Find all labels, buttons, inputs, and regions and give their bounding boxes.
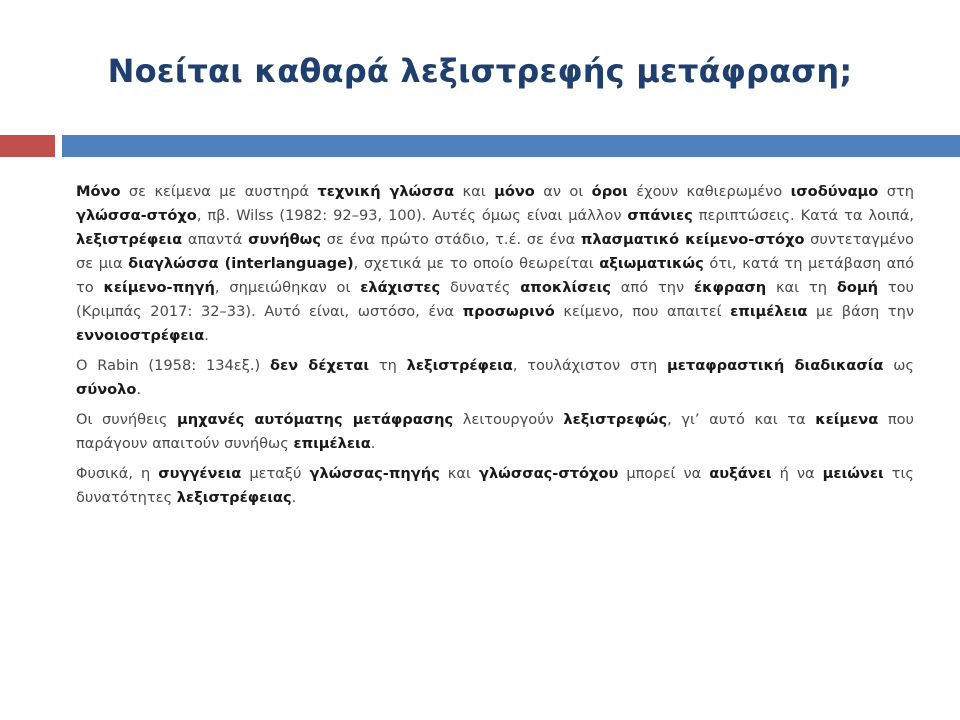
- accent-bar-blue: [62, 135, 960, 157]
- text-run: αν οι: [534, 183, 592, 200]
- text-run: τη: [369, 357, 407, 374]
- bold-term: γλώσσα-στόχο: [76, 207, 197, 224]
- text-run: κείμενο, που απαιτεί: [554, 303, 731, 320]
- text-run: .: [136, 381, 142, 398]
- bold-term: αποκλίσεις: [520, 279, 611, 296]
- bold-term: σύνολο: [76, 381, 137, 398]
- bold-term: τεχνική γλώσσα: [317, 183, 455, 200]
- bold-term: γλώσσας-στόχου: [479, 465, 619, 482]
- bold-term: εννοιοστρέφεια: [76, 327, 205, 344]
- bold-term: λεξιστρεφώς: [563, 411, 668, 428]
- text-run: έχουν καθιερωμένο: [627, 183, 791, 200]
- text-run: του (Κριμπάς 2017: 32–33). Αυτό είναι, ωστόσο, ένα: [76, 279, 914, 320]
- bold-term: επιμέλεια: [293, 435, 371, 452]
- text-run: που παράγουν απαιτούν συνήθως: [76, 411, 914, 452]
- text-run: τις δυνατότητες: [76, 465, 914, 506]
- bold-term: συνήθως: [248, 231, 321, 248]
- paragraph-2: [76, 354, 914, 402]
- slide-body: [76, 180, 914, 516]
- text-run: ή να: [771, 465, 823, 482]
- paragraph-3: [76, 408, 914, 456]
- bold-term: μόνο: [494, 183, 535, 200]
- text-run: ως: [883, 357, 914, 374]
- text-run: στη: [878, 183, 914, 200]
- bold-term: λεξιστρέφεια: [406, 357, 513, 374]
- bold-term: επιμέλεια: [730, 303, 808, 320]
- bold-term: συγγένεια: [158, 465, 242, 482]
- bold-term: ισοδύναμο: [790, 183, 879, 200]
- text-run: και τη: [766, 279, 837, 296]
- bold-term: λεξιστρέφεια: [76, 231, 183, 248]
- text-run: και: [439, 465, 479, 482]
- text-run: , τουλάχιστον στη: [512, 357, 668, 374]
- bold-term: μεταφραστική διαδικασία: [667, 357, 884, 374]
- text-run: Οι συνήθεις: [76, 411, 178, 428]
- bold-term: Μόνο: [76, 183, 121, 200]
- text-run: Φυσικά, η: [76, 465, 159, 482]
- bold-term: σπάνιες: [627, 207, 693, 224]
- text-run: με βάση την: [807, 303, 914, 320]
- bold-term: ελάχιστες: [360, 279, 441, 296]
- text-run: σε κείμενα με αυστηρά: [120, 183, 318, 200]
- text-run: .: [204, 327, 209, 344]
- paragraph-1: [76, 180, 914, 348]
- text-run: , πβ. Wilss (1982: 92–93, 100). Αυτές όμως είναι μάλλον: [196, 207, 628, 224]
- text-run: μεταξύ: [241, 465, 310, 482]
- text-run: σε ένα πρώτο στάδιο, τ.έ. σε ένα: [321, 231, 581, 248]
- text-run: λειτουργούν: [453, 411, 564, 428]
- text-run: από την: [610, 279, 694, 296]
- text-run: Ο Rabin (1958: 134εξ.): [76, 357, 270, 374]
- bold-term: αξιωματικώς: [599, 255, 704, 272]
- text-run: , σημειώθηκαν οι: [214, 279, 361, 296]
- text-run: απαντά: [182, 231, 249, 248]
- bold-term: πλασματικό κείμενο-στόχο: [580, 231, 805, 248]
- text-run: ότι, κατά τη μετάβαση από το: [76, 255, 915, 296]
- bold-term: δεν δέχεται: [269, 357, 370, 374]
- text-run: συντεταγμένο σε μια: [76, 231, 914, 272]
- bold-term: διαγλώσσα (interlanguage): [128, 255, 354, 272]
- text-run: μπορεί να: [618, 465, 710, 482]
- bold-term: κείμενο-πηγή: [103, 279, 215, 296]
- accent-bar-red: [0, 135, 55, 157]
- bold-term: μειώνει: [822, 465, 884, 482]
- bold-term: αυξάνει: [709, 465, 772, 482]
- slide-title: Νοείται καθαρά λεξιστρεφής μετάφραση;: [107, 52, 853, 90]
- bold-term: προσωρινό: [462, 303, 555, 320]
- bold-term: λεξιστρέφειας: [176, 489, 292, 506]
- text-run: .: [291, 489, 297, 506]
- text-run: .: [370, 435, 376, 452]
- text-run: και: [454, 183, 495, 200]
- text-run: περιπτώσεις. Κατά τα λοιπά,: [692, 207, 914, 224]
- bold-term: μηχανές αυτόματης μετάφρασης: [177, 411, 454, 428]
- paragraph-4: [76, 462, 914, 510]
- bold-term: γλώσσας-πηγής: [309, 465, 440, 482]
- bold-term: δομή: [836, 279, 878, 296]
- text-run: δυνατές: [440, 279, 521, 296]
- text-run: , γι’ αυτό και τα: [667, 411, 816, 428]
- bold-term: έκφραση: [693, 279, 767, 296]
- bold-term: όροι: [591, 183, 628, 200]
- bold-term: κείμενα: [815, 411, 879, 428]
- text-run: , σχετικά με το οποίο θεωρείται: [353, 255, 600, 272]
